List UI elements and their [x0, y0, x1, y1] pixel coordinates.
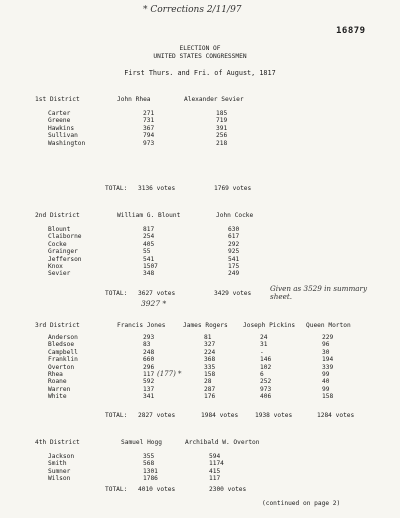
- district-3-total-rogers: 1984 votes: [201, 412, 239, 419]
- district-2-counties: [48, 226, 82, 278]
- district-4-votes-hogg: [143, 453, 158, 483]
- vote-count: 83: [143, 341, 151, 349]
- vote-count: 254: [143, 233, 155, 241]
- district-2-candidate-2: John Cocke: [216, 212, 254, 219]
- vote-count: 406: [260, 393, 272, 401]
- county-name: Grainger: [48, 248, 78, 256]
- district-3-total-jones: 2827 votes: [138, 412, 176, 419]
- vote-count: 541: [143, 255, 155, 263]
- county-name: Greene: [48, 117, 71, 125]
- vote-count: 31: [260, 341, 268, 349]
- vote-count: 817: [143, 226, 155, 233]
- district-4-label: 4th District: [35, 439, 80, 446]
- vote-count: 185: [216, 110, 228, 117]
- district-1-total-rhea: 3136 votes: [138, 185, 176, 192]
- district-3-label: 3rd District: [35, 322, 80, 329]
- vote-count: 176: [204, 393, 216, 401]
- vote-count: 1507: [143, 262, 158, 270]
- county-name: Bledsoe: [48, 341, 75, 349]
- vote-count: 660: [143, 356, 155, 364]
- district-3-total-label: TOTAL:: [105, 412, 128, 419]
- vote-count: 252: [260, 378, 272, 386]
- vote-count: 1301: [143, 467, 158, 475]
- vote-count: 158: [204, 370, 216, 378]
- vote-count: 6: [260, 370, 264, 378]
- county-name: Washington: [48, 139, 86, 147]
- district-3-votes-rogers: [204, 334, 215, 401]
- county-name: Blount: [48, 226, 71, 233]
- cocke-summary-note: Given as 3529 in summary sheet.: [270, 284, 368, 301]
- title-line-1: ELECTION OF: [179, 45, 221, 52]
- blount-correction-note: 3927 *: [141, 299, 167, 308]
- vote-count: 55: [143, 248, 151, 256]
- county-name: Carter: [48, 110, 71, 117]
- vote-count: 229: [322, 334, 334, 341]
- county-name: Warren: [48, 385, 71, 393]
- district-3-candidate-3: Joseph Pickins: [243, 322, 296, 329]
- district-3-total-morton: 1284 votes: [317, 412, 355, 419]
- vote-count: 292: [228, 240, 240, 248]
- vote-count: 617: [228, 233, 240, 241]
- vote-count: 355: [143, 453, 155, 460]
- county-name: Rhea: [48, 370, 63, 378]
- vote-count: 341: [143, 393, 155, 401]
- county-name: Knox: [48, 262, 63, 270]
- vote-count: 99: [322, 370, 330, 378]
- district-2-votes-cocke: [228, 226, 239, 278]
- vote-count: 405: [143, 240, 155, 248]
- vote-count: 731: [143, 117, 155, 125]
- district-3-counties: [48, 334, 78, 401]
- vote-count: 568: [143, 460, 155, 468]
- vote-count: 117: [143, 370, 155, 378]
- district-3-votes-pickins: [260, 334, 271, 401]
- rhea-correction-note: (177) *: [157, 370, 182, 378]
- district-1-votes-rhea: [143, 110, 154, 147]
- election-date: First Thurs. and Fri. of August, 1817: [124, 69, 276, 77]
- district-2-votes-blount: [143, 226, 158, 278]
- vote-count: 719: [216, 117, 228, 125]
- district-2-total-cocke: 3429 votes: [214, 290, 252, 297]
- vote-count: 339: [322, 363, 334, 371]
- vote-count: 594: [209, 453, 221, 460]
- district-4-counties: [48, 453, 74, 483]
- continued-note: (continued on page 2): [262, 500, 341, 507]
- vote-count: 158: [322, 393, 334, 401]
- vote-count: 99: [322, 385, 330, 393]
- vote-count: 24: [260, 334, 268, 341]
- county-name: Sullivan: [48, 132, 78, 140]
- district-4-votes-overton: [209, 453, 224, 483]
- district-3-total-pickins: 1938 votes: [255, 412, 293, 419]
- district-4-total-overton: 2300 votes: [209, 486, 247, 493]
- county-name: Anderson: [48, 334, 78, 341]
- district-1-total-label: TOTAL:: [105, 185, 128, 192]
- vote-count: 973: [143, 139, 155, 147]
- vote-count: 296: [143, 363, 155, 371]
- vote-count: 28: [204, 378, 212, 386]
- county-name: Sevier: [48, 270, 71, 278]
- district-1-votes-sevier: [216, 110, 227, 147]
- district-3-candidate-1: Francis Jones: [117, 322, 166, 329]
- vote-count: 925: [228, 248, 240, 256]
- county-name: Jefferson: [48, 255, 82, 263]
- vote-count: 81: [204, 334, 212, 341]
- vote-count: 327: [204, 341, 216, 349]
- vote-count: 248: [143, 348, 155, 356]
- district-3-candidate-4: Queen Morton: [306, 322, 351, 329]
- vote-count: 368: [204, 356, 216, 364]
- county-name: Claiborne: [48, 233, 82, 241]
- district-2-candidate-1: William G. Blount: [117, 212, 181, 219]
- district-3-votes-morton: [322, 334, 333, 401]
- corrections-note: * Corrections 2/11/97: [143, 5, 242, 15]
- vote-count: 271: [143, 110, 155, 117]
- district-1-counties: [48, 110, 85, 147]
- district-3-candidate-2: James Rogers: [183, 322, 228, 329]
- vote-count: 194: [322, 356, 334, 364]
- vote-count: 293: [143, 334, 155, 341]
- vote-count: 287: [204, 385, 216, 393]
- county-name: Hawkins: [48, 124, 75, 132]
- county-name: Overton: [48, 363, 75, 371]
- vote-count: 794: [143, 132, 155, 140]
- county-name: Jackson: [48, 453, 75, 460]
- district-4-candidate-2: Archibald W. Overton: [185, 439, 260, 446]
- district-2-total-blount: 3627 votes: [138, 290, 176, 297]
- county-name: Smith: [48, 460, 67, 468]
- vote-count: 348: [143, 270, 155, 278]
- vote-count: -: [260, 348, 264, 356]
- district-1-candidate-2: Alexander Sevier: [184, 96, 244, 103]
- vote-count: 249: [228, 270, 240, 278]
- county-name: Wilson: [48, 475, 71, 483]
- county-name: Campbell: [48, 348, 78, 356]
- county-name: Roane: [48, 378, 67, 386]
- vote-count: 541: [228, 255, 240, 263]
- district-2-total-label: TOTAL:: [105, 290, 128, 297]
- vote-count: 218: [216, 139, 228, 147]
- vote-count: 415: [209, 467, 221, 475]
- vote-count: 102: [260, 363, 272, 371]
- vote-count: 175: [228, 262, 240, 270]
- district-1-total-sevier: 1769 votes: [214, 185, 252, 192]
- county-name: Cocke: [48, 240, 67, 248]
- vote-count: 117: [209, 475, 221, 483]
- vote-count: 40: [322, 378, 330, 386]
- vote-count: 224: [204, 348, 216, 356]
- county-name: Sumner: [48, 467, 71, 475]
- district-1-candidate-1: John Rhea: [117, 96, 151, 103]
- vote-count: 256: [216, 132, 228, 140]
- vote-count: 367: [143, 124, 155, 132]
- vote-count: 146: [260, 356, 272, 364]
- district-4-total-hogg: 4010 votes: [138, 486, 176, 493]
- vote-count: 1786: [143, 475, 158, 483]
- document-number: 16879: [336, 26, 366, 36]
- vote-count: 973: [260, 385, 272, 393]
- vote-count: 96: [322, 341, 330, 349]
- district-4-total-label: TOTAL:: [105, 486, 128, 493]
- county-name: White: [48, 393, 67, 401]
- vote-count: 30: [322, 348, 330, 356]
- district-2-label: 2nd District: [35, 212, 80, 219]
- vote-count: 335: [204, 363, 216, 371]
- district-4-candidate-1: Samuel Hogg: [121, 439, 162, 446]
- vote-count: 137: [143, 385, 155, 393]
- district-3-votes-jones: [143, 334, 154, 401]
- vote-count: 630: [228, 226, 240, 233]
- vote-count: 592: [143, 378, 155, 386]
- district-1-label: 1st District: [35, 96, 80, 103]
- title-line-2: UNITED STATES CONGRESSMEN: [153, 53, 247, 60]
- vote-count: 1174: [209, 460, 224, 468]
- county-name: Franklin: [48, 356, 78, 364]
- vote-count: 391: [216, 124, 228, 132]
